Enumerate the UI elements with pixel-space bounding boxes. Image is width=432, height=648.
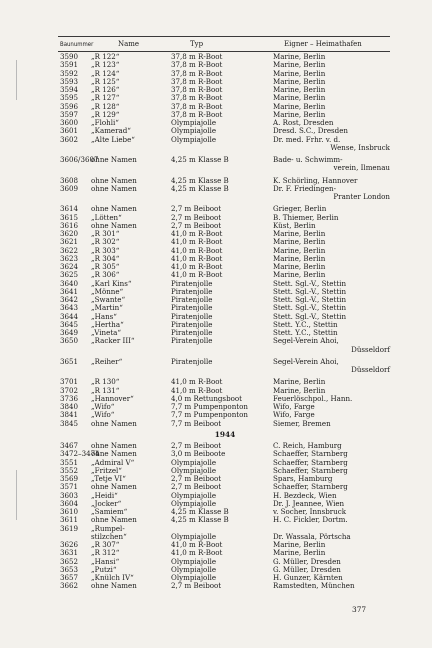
number-cell: 3591 xyxy=(60,60,79,70)
owner-cell: Marine, Berlin xyxy=(273,229,326,238)
header-type: Typ xyxy=(190,40,204,48)
number-cell: 3616 xyxy=(60,220,79,230)
owner-cell: G. Müller, Dresden xyxy=(273,556,341,566)
number-cell: 3649 xyxy=(60,328,79,337)
type-cell: 37,8 m R-Boot xyxy=(171,52,223,61)
owner-cell: Düsseldorf xyxy=(351,365,390,374)
name-cell: „Mönne“ xyxy=(91,286,124,296)
owner-cell: Küst, Berlin xyxy=(273,220,316,230)
owner-cell: Schaeffer, Starnberg xyxy=(273,457,348,467)
table-header xyxy=(60,38,390,51)
year-heading: 1944 xyxy=(214,430,236,439)
type-cell: Piratenjolle xyxy=(171,295,213,304)
page-edge-mark xyxy=(16,60,17,100)
number-cell: 3845 xyxy=(60,418,79,428)
type-cell: Piratenjolle xyxy=(171,303,213,313)
owner-cell: Marine, Berlin xyxy=(273,237,326,247)
type-cell: 4,25 m Klasse B xyxy=(171,175,229,185)
table-section-1943 xyxy=(60,53,390,428)
type-cell: Olympiajolle xyxy=(171,564,217,574)
name-cell: „Admiral V“ xyxy=(91,457,135,467)
owner-cell: Marine, Berlin xyxy=(273,101,326,111)
name-cell: ohne Namen xyxy=(91,155,137,164)
name-cell: „Lötten“ xyxy=(91,212,122,222)
name-cell: „Samiem“ xyxy=(91,507,128,516)
owner-cell: Grieger, Berlin xyxy=(273,204,327,214)
number-cell: 3840 xyxy=(60,402,79,411)
type-cell: 41,0 m R-Boot xyxy=(171,253,223,263)
name-cell: ohne Namen xyxy=(91,441,137,450)
name-cell: ohne Namen xyxy=(91,220,137,230)
owner-cell: Dr. med. Frhr. v. d. xyxy=(273,134,341,144)
type-cell: 2,7 m Beiboot xyxy=(171,474,222,483)
name-cell: „R 127“ xyxy=(91,93,120,103)
number-cell: 3615 xyxy=(60,212,79,222)
name-cell: „R 304“ xyxy=(91,253,120,263)
name-cell: „Racker III“ xyxy=(91,336,135,346)
owner-cell: Marine, Berlin xyxy=(273,540,326,549)
number-cell: 3614 xyxy=(60,204,79,214)
number-cell: 3650 xyxy=(60,336,79,346)
owner-cell: Stett. Sgl.-V., Stettin xyxy=(273,295,347,304)
name-cell: „Hertha“ xyxy=(91,319,124,329)
name-cell: „R 124“ xyxy=(91,68,120,78)
type-cell: 2,7 m Beiboot xyxy=(171,482,222,492)
type-cell: 37,8 m R-Boot xyxy=(171,85,223,94)
owner-cell: Ramstedten, München xyxy=(273,581,355,591)
table-row xyxy=(60,358,390,366)
name-cell: „Tetje VI“ xyxy=(91,474,126,483)
name-cell: „R 307“ xyxy=(91,540,120,549)
name-cell: „Wifo“ xyxy=(91,402,115,411)
number-cell: 3551 xyxy=(60,457,79,467)
owner-cell: Marine, Berlin xyxy=(273,52,326,61)
table-row xyxy=(60,337,390,345)
owner-cell: Wifo, Farge xyxy=(273,402,315,411)
name-cell: ohne Namen xyxy=(91,482,137,492)
owner-cell: verein, Ilmenau xyxy=(333,163,390,173)
owner-cell: Dr. J. Jeannee, Wien xyxy=(273,498,345,508)
owner-cell: K. Schörling, Hannover xyxy=(273,175,358,185)
type-cell: 4,25 m Klasse B xyxy=(171,183,229,193)
owner-cell: Bade- u. Schwimm- xyxy=(273,155,343,164)
name-cell: „Hans“ xyxy=(91,311,117,321)
type-cell: 37,8 m R-Boot xyxy=(171,101,223,111)
name-cell: ohne Namen xyxy=(91,183,137,193)
name-cell: „R 131“ xyxy=(91,385,120,395)
owner-cell: Marine, Berlin xyxy=(273,270,326,280)
number-cell: 3609 xyxy=(60,183,79,193)
owner-cell: G. Müller, Dresden xyxy=(273,564,341,574)
type-cell: 4,25 m Klasse B xyxy=(171,155,229,164)
number-cell: 3653 xyxy=(60,564,79,574)
name-cell: ohne Namen xyxy=(91,581,137,591)
owner-cell: Marine, Berlin xyxy=(273,60,326,70)
type-cell: Olympiajolle xyxy=(171,531,217,541)
owner-cell: Marine, Berlin xyxy=(273,93,326,103)
owner-cell: B. Thiemer, Berlin xyxy=(273,212,339,222)
number-cell: 3604 xyxy=(60,498,79,508)
name-cell: ohne Namen xyxy=(91,418,137,428)
owner-cell: Stett. Sgl.-V., Stettin xyxy=(273,311,347,321)
number-cell: 3594 xyxy=(60,85,79,94)
owner-cell: Schaeffer, Starnberg xyxy=(273,449,348,459)
owner-cell: Stett. Y.C., Stettin xyxy=(273,328,338,337)
table-row xyxy=(60,582,390,590)
owner-cell: C. Reich, Hamburg xyxy=(273,441,342,450)
type-cell: 41,0 m R-Boot xyxy=(171,262,223,271)
type-cell: Olympiajolle xyxy=(171,118,217,127)
type-cell: 41,0 m R-Boot xyxy=(171,377,223,387)
type-cell: 2,7 m Beiboot xyxy=(171,220,222,230)
header-number: Baunummer xyxy=(60,41,94,48)
type-cell: 37,8 m R-Boot xyxy=(171,109,223,119)
number-cell: 3590 xyxy=(60,52,79,61)
number-cell: 3593 xyxy=(60,76,79,86)
name-cell: „Vineta“ xyxy=(91,328,122,337)
type-cell: Olympiajolle xyxy=(171,134,217,144)
number-cell: 3702 xyxy=(60,385,79,395)
number-cell: 3645 xyxy=(60,319,79,329)
name-cell: „R 305“ xyxy=(91,262,120,271)
number-cell: 3736 xyxy=(60,393,79,403)
type-cell: Piratenjolle xyxy=(171,336,213,346)
name-cell: ohne Namen xyxy=(91,204,137,214)
type-cell: 41,0 m R-Boot xyxy=(171,237,223,247)
type-cell: Piratenjolle xyxy=(171,356,213,366)
name-cell: „R 129“ xyxy=(91,109,120,119)
name-cell: „R 306“ xyxy=(91,270,120,280)
owner-cell: v. Socher, Innsbruck xyxy=(273,507,347,516)
type-cell: 37,8 m R-Boot xyxy=(171,60,223,70)
type-cell: 37,8 m R-Boot xyxy=(171,68,223,78)
owner-cell: Pranter London xyxy=(333,192,390,201)
type-cell: 41,0 m R-Boot xyxy=(171,385,223,395)
owner-cell: H. Bezdeck, Wien xyxy=(273,490,337,500)
number-cell: 3622 xyxy=(60,245,79,255)
name-cell: „Martin“ xyxy=(91,303,123,313)
type-cell: 37,8 m R-Boot xyxy=(171,93,223,103)
name-cell: „R 301“ xyxy=(91,229,120,238)
type-cell: Olympiajolle xyxy=(171,490,217,500)
type-cell: Piratenjolle xyxy=(171,278,213,288)
type-cell: Piratenjolle xyxy=(171,286,213,296)
number-cell: 3621 xyxy=(60,237,79,247)
owner-cell: Dr. Wassala, Pörtscha xyxy=(273,531,351,541)
type-cell: 4,0 m Rettungsboot xyxy=(171,393,243,403)
owner-cell: Dr. F. Friedingen- xyxy=(273,183,336,193)
name-cell: „Heidi“ xyxy=(91,490,118,500)
name-cell: stilzchen“ xyxy=(91,531,127,541)
type-cell: 41,0 m R-Boot xyxy=(171,245,223,255)
number-cell: 3652 xyxy=(60,556,79,566)
number-cell: 3596 xyxy=(60,101,79,111)
number-cell: 3641 xyxy=(60,286,79,296)
name-cell: ohne Namen xyxy=(91,515,137,525)
name-cell: „R 303“ xyxy=(91,245,120,255)
type-cell: 41,0 m R-Boot xyxy=(171,548,223,558)
number-cell: 3644 xyxy=(60,311,79,321)
number-cell: 3603 xyxy=(60,490,79,500)
table-row-continuation xyxy=(60,366,390,374)
type-cell: Olympiajolle xyxy=(171,465,217,475)
owner-cell: Schaeffer, Starnberg xyxy=(273,465,348,475)
number-cell: 3611 xyxy=(60,515,79,525)
name-cell: „Putzi“ xyxy=(91,564,117,574)
owner-cell: Segel-Verein Ahoi, xyxy=(273,336,339,346)
number-cell: 3624 xyxy=(60,262,79,271)
owner-cell: Marine, Berlin xyxy=(273,377,326,387)
name-cell: „Rumpel- xyxy=(91,523,125,533)
table-row-continuation xyxy=(60,164,390,172)
type-cell: 41,0 m R-Boot xyxy=(171,270,223,280)
number-cell: 3640 xyxy=(60,278,79,288)
number-cell: 3662 xyxy=(60,581,79,591)
type-cell: 7,7 m Pumpenponton xyxy=(171,410,248,420)
owner-cell: Stett. Y.C., Stettin xyxy=(273,319,338,329)
owner-cell: Marine, Berlin xyxy=(273,253,326,263)
owner-cell: A. Rost, Dresden xyxy=(273,118,334,127)
name-cell: ohne Namen xyxy=(91,449,137,459)
owner-cell: Segel-Verein Ahoi, xyxy=(273,356,339,366)
name-cell: „Flohli“ xyxy=(91,118,119,127)
number-cell: 3701 xyxy=(60,377,79,387)
type-cell: 3,0 m Beiboote xyxy=(171,449,226,459)
number-cell: 3602 xyxy=(60,134,79,144)
number-cell: 3620 xyxy=(60,229,79,238)
type-cell: Olympiajolle xyxy=(171,457,217,467)
owner-cell: Marine, Berlin xyxy=(273,385,326,395)
name-cell: „R 312“ xyxy=(91,548,120,558)
number-cell: 3569 xyxy=(60,474,79,483)
number-cell: 3467 xyxy=(60,441,79,450)
number-cell: 3657 xyxy=(60,573,79,582)
owner-cell: Wifo, Farge xyxy=(273,410,315,420)
name-cell: „Alte Liebe“ xyxy=(91,134,135,144)
type-cell: 37,8 m R-Boot xyxy=(171,76,223,86)
type-cell: Piratenjolle xyxy=(171,319,213,329)
table-row-continuation xyxy=(60,193,390,201)
owner-cell: Spars, Hamburg xyxy=(273,474,333,483)
type-cell: Olympiajolle xyxy=(171,556,217,566)
number-cell: 3552 xyxy=(60,465,79,475)
owner-cell: Marine, Berlin xyxy=(273,68,326,78)
number-cell: 3597 xyxy=(60,109,79,119)
owner-cell: Marine, Berlin xyxy=(273,109,326,119)
type-cell: 7,7 m Beiboot xyxy=(171,418,222,428)
owner-cell: Dresd. S.C., Dresden xyxy=(273,126,348,136)
name-cell: „Knülch IV“ xyxy=(91,573,134,582)
name-cell: „Hansi“ xyxy=(91,556,120,566)
owner-cell: Stett. Sgl.-V., Stettin xyxy=(273,303,347,313)
name-cell: „R 302“ xyxy=(91,237,120,247)
name-cell: „Fritzel“ xyxy=(91,465,122,475)
page-number: 377 xyxy=(352,605,367,614)
owner-cell: Stett. Sgl.-V., Stettin xyxy=(273,286,347,296)
header-top-rule xyxy=(58,36,390,37)
name-cell: „Wifo“ xyxy=(91,410,115,420)
number-cell: 3631 xyxy=(60,548,79,558)
type-cell: 2,7 m Beiboot xyxy=(171,581,222,591)
table-row-continuation xyxy=(60,346,390,354)
owner-cell: Feuerlöschpol., Hann. xyxy=(273,393,353,403)
header-name: Name xyxy=(118,40,140,48)
name-cell: „R 130“ xyxy=(91,377,120,387)
number-cell: 3623 xyxy=(60,253,79,263)
name-cell: „Hannover“ xyxy=(91,393,134,403)
number-cell: 3841 xyxy=(60,410,79,420)
name-cell: „Kamerad“ xyxy=(91,126,131,136)
type-cell: Olympiajolle xyxy=(171,126,217,136)
name-cell: „R 128“ xyxy=(91,101,120,111)
owner-cell: Marine, Berlin xyxy=(273,85,326,94)
number-cell: 3610 xyxy=(60,507,79,516)
number-cell: 3600 xyxy=(60,118,79,127)
type-cell: Piratenjolle xyxy=(171,328,213,337)
owner-cell: H. C. Fickler, Dortm. xyxy=(273,515,348,525)
owner-cell: Stett. Sgl.-V., Stettin xyxy=(273,278,347,288)
name-cell: „Reiher“ xyxy=(91,356,123,366)
type-cell: Piratenjolle xyxy=(171,311,213,321)
type-cell: 41,0 m R-Boot xyxy=(171,229,223,238)
owner-cell: Marine, Berlin xyxy=(273,548,326,558)
number-cell: 3625 xyxy=(60,270,79,280)
name-cell: „R 122“ xyxy=(91,52,120,61)
name-cell: „R 126“ xyxy=(91,85,120,94)
number-cell: 3472–3474 xyxy=(60,449,100,459)
owner-cell: Wense, Insbruck xyxy=(330,142,390,152)
owner-cell: H. Gunzer, Kärnten xyxy=(273,573,343,582)
number-cell: 3601 xyxy=(60,126,79,136)
header-owner: Eigner – Heimathafen xyxy=(284,40,362,48)
table-section-1944 xyxy=(60,442,390,591)
name-cell: „Swante“ xyxy=(91,295,126,304)
page-edge-mark xyxy=(16,470,17,520)
name-cell: ohne Namen xyxy=(91,175,137,185)
name-cell: „Karl Kins“ xyxy=(91,278,132,288)
number-cell: 3651 xyxy=(60,356,79,366)
number-cell: 3571 xyxy=(60,482,79,492)
type-cell: Olympiajolle xyxy=(171,573,217,582)
owner-cell: Marine, Berlin xyxy=(273,76,326,86)
type-cell: 4,25 m Klasse B xyxy=(171,515,229,525)
table-row-continuation xyxy=(60,144,390,152)
name-cell: „R 123“ xyxy=(91,60,120,70)
number-cell: 3626 xyxy=(60,540,79,549)
type-cell: Olympiajolle xyxy=(171,498,217,508)
owner-cell: Schaeffer, Starnberg xyxy=(273,482,348,492)
number-cell: 3642 xyxy=(60,295,79,304)
type-cell: 4,25 m Klasse B xyxy=(171,507,229,516)
number-cell: 3608 xyxy=(60,175,79,185)
owner-cell: Marine, Berlin xyxy=(273,262,326,271)
name-cell: „Jocker“ xyxy=(91,498,122,508)
type-cell: 41,0 m R-Boot xyxy=(171,540,223,549)
type-cell: 2,7 m Beiboot xyxy=(171,204,222,214)
table-row xyxy=(60,420,390,428)
number-cell: 3592 xyxy=(60,68,79,78)
number-cell: 3619 xyxy=(60,523,79,533)
owner-cell: Siemer, Bremen xyxy=(273,418,331,428)
name-cell: „R 125“ xyxy=(91,76,120,86)
type-cell: 2,7 m Beiboot xyxy=(171,212,222,222)
number-cell: 3606/3607 xyxy=(60,155,99,164)
type-cell: 7,7 m Pumpenponton xyxy=(171,402,248,411)
number-cell: 3643 xyxy=(60,303,79,313)
type-cell: 2,7 m Beiboot xyxy=(171,441,222,450)
owner-cell: Düsseldorf xyxy=(351,344,390,354)
owner-cell: Marine, Berlin xyxy=(273,245,326,255)
number-cell: 3595 xyxy=(60,93,79,103)
